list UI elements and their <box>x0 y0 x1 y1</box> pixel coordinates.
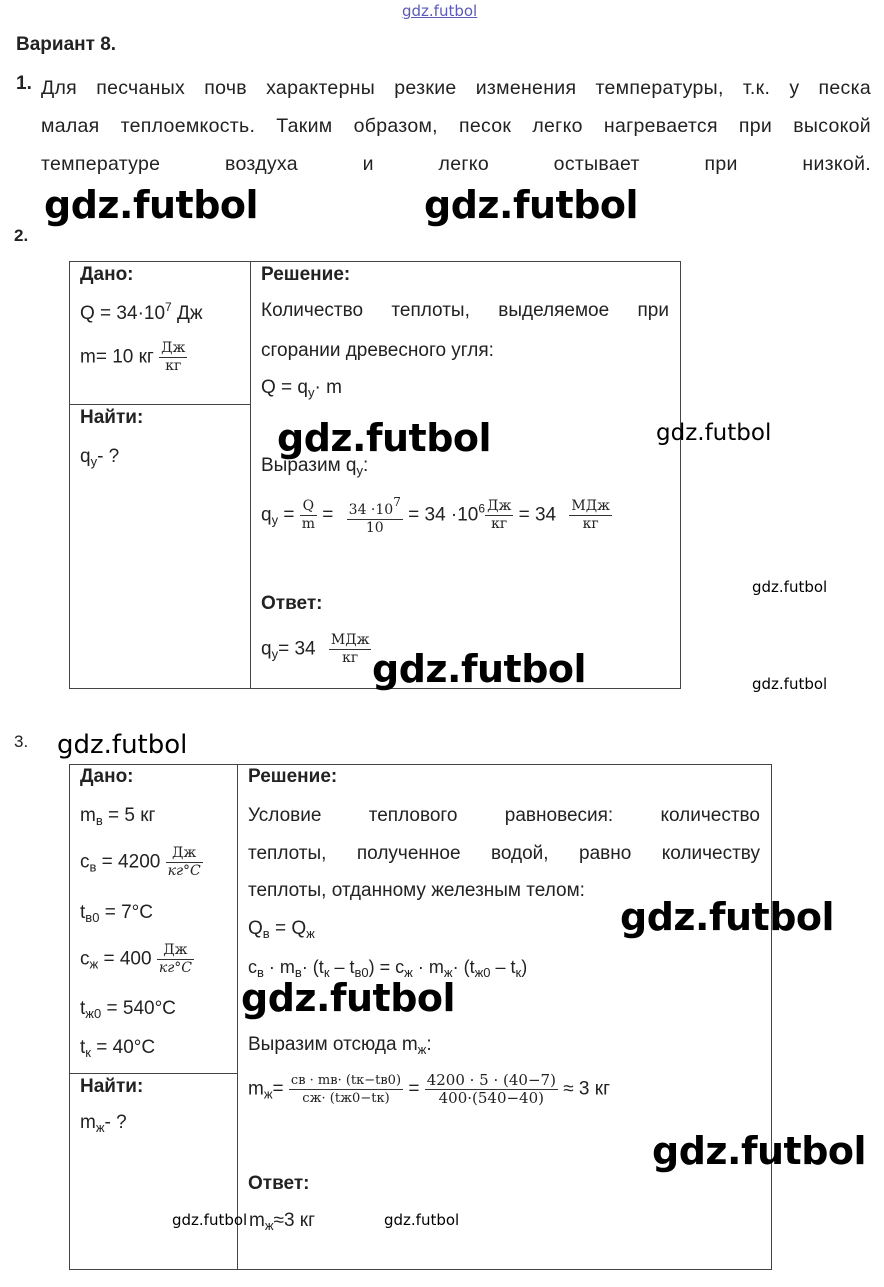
task1-text <box>41 69 871 183</box>
task2-table <box>69 261 681 689</box>
given-cz: $c_ж = 400$ $\frac{Дж}{кг^\circ C}$ <box>80 942 192 976</box>
find-label: Найти: <box>80 407 144 428</box>
variant-title: Вариант 8. <box>16 34 117 55</box>
task1-line2: малая теплоемкость. Таким образом, песок легко нагревается при высокой <box>41 115 871 137</box>
express-q: Выразим $q_у$: <box>261 455 369 478</box>
find-m: $m_ж-$ ? <box>80 1112 127 1135</box>
solution-label-3: Решение: <box>248 766 338 787</box>
given-q: $Q = 34\cdot 10^7$ Дж <box>80 300 203 324</box>
eq-heat-balance: $Q_в = Q_ж$ <box>248 918 315 941</box>
top-watermark[interactable]: gdz.futbol <box>402 2 478 20</box>
task2-divider-h <box>69 404 250 405</box>
given-label-3: Дано: <box>80 766 134 787</box>
given-tk: $t_к = 40^\circ C$ <box>80 1037 156 1060</box>
given-tv0: $t_{в0} = 7^\circ C$ <box>80 902 153 925</box>
watermark: gdz.futbol <box>424 183 639 227</box>
task1-line1: Для песчаных почв характерны резкие изменения температуры, т.к. у песка <box>41 77 871 99</box>
solution3-line2: теплоты, полученное водой, равно количеству <box>248 843 760 864</box>
task3-number: 3. <box>14 732 29 751</box>
given-m: m= 10 кг $\frac{Дж}{кг}$ <box>80 340 186 374</box>
find-q: $q_у-$ ? <box>80 446 120 469</box>
given-label: Дано: <box>80 264 134 285</box>
formula-q: $Q = q_у\cdot m$ <box>261 377 342 400</box>
task1-line3: температуре воздуха и легко остывает при низкой. <box>41 153 871 175</box>
solution-label: Решение: <box>261 264 351 285</box>
task2-divider <box>250 261 251 688</box>
watermark: gdz.futbol <box>752 675 828 693</box>
watermark: gdz.futbol <box>652 1129 867 1173</box>
solution3-line3: теплоты, отданному железным телом: <box>248 880 585 901</box>
solution3-line1: Условие теплового равновесия: количество <box>248 805 760 826</box>
eq-expanded: $c_в \cdot m_в\cdot (t_к - t_{в0}) = c_ж \cdot m_ж\cdot (t_{ж0} - t_к)$ <box>248 957 528 980</box>
solution-line1: Количество теплоты, выделяемое при <box>261 300 669 321</box>
calc-m: $m_ж=$ $\frac{cв \cdot mв\cdot (tк-tв0)}{cж\cdot (tж0-tк)}$ = $\frac{4200 \cdot 5 \cdot (40-7)}{400\cdot(540-40)}$ ≈ 3 кг <box>248 1071 610 1107</box>
express-m: Выразим отсюда $m_ж$: <box>248 1034 432 1057</box>
task1-number: 1. <box>16 73 32 94</box>
watermark: gdz.futbol <box>172 1211 248 1229</box>
given-cv: $c_в = 4200$ $\frac{Дж}{кг^\circ C}$ <box>80 845 201 879</box>
unit-fraction: $\frac{Дж}{кг}$ <box>161 340 186 374</box>
answer-label-3: Ответ: <box>248 1173 310 1194</box>
given-tz0: $t_{ж0} = 540^\circ C$ <box>80 998 176 1021</box>
answer-m: $m_ж\approx 3$ кг <box>249 1210 316 1233</box>
given-mv: $m_в = 5$ кг <box>80 805 156 828</box>
calc-q: $q_у$ = $\frac{Q}{m}$ = $\frac{34 \cdot 10^7}{10}$ = $34 \cdot 10^6$ $\frac{Дж}{кг}$ = 34 $\frac{\text{МДж}}{кг}$ <box>261 495 611 536</box>
task2-number: 2. <box>14 226 29 245</box>
watermark: gdz.futbol <box>57 730 188 760</box>
task3-divider-h <box>69 1073 237 1074</box>
watermark: gdz.futbol <box>241 976 456 1020</box>
watermark: gdz.futbol <box>277 416 492 460</box>
solution-line2: сгорании древесного угля: <box>261 340 494 361</box>
task3-divider <box>237 764 238 1269</box>
watermark: gdz.futbol <box>372 647 587 691</box>
answer-q: $q_у= 34$ $\frac{\text{МДж}}{кг}$ <box>261 632 370 666</box>
watermark: gdz.futbol <box>656 420 772 446</box>
find-label-3: Найти: <box>80 1076 144 1097</box>
watermark: gdz.futbol <box>752 578 828 596</box>
watermark: gdz.futbol <box>44 183 259 227</box>
watermark: gdz.futbol <box>620 895 835 939</box>
watermark: gdz.futbol <box>384 1211 460 1229</box>
answer-label: Ответ: <box>261 593 323 614</box>
